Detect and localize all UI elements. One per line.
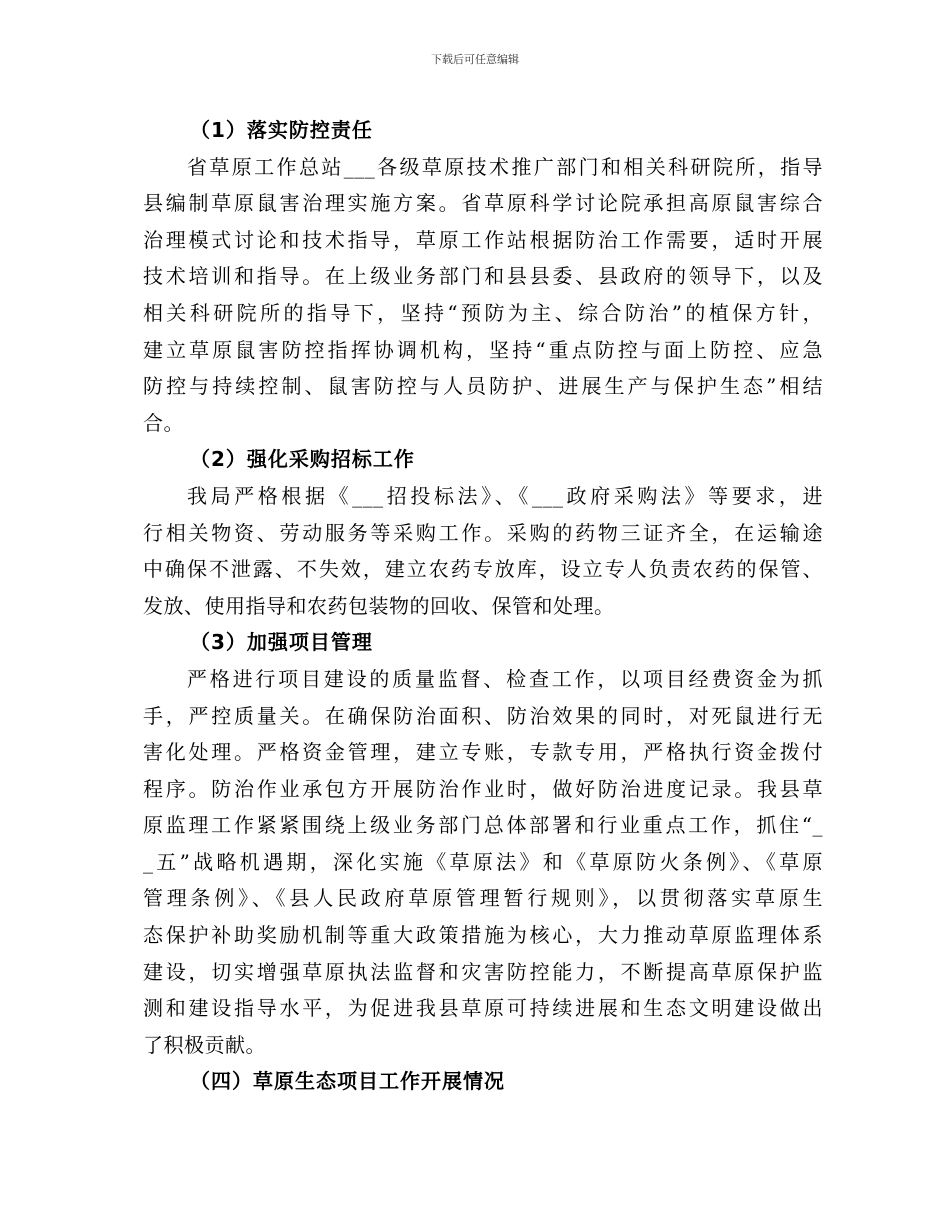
paragraph [143,149,823,442]
paragraph-line: 相关科研院所的指导下，坚持“预防为主、综合防治”的植保方针， [143,300,823,325]
paragraph-line: 态保护补助奖励机制等重大政策措施为核心，大力推动草原监理体系 [143,923,823,948]
paragraph-line: 治理模式讨论和技术指导，草原工作站根据防治工作需要，适时开展 [143,227,823,252]
paragraph-line: 发放、使用指导和农药包装物的回收、保管和处理。 [143,593,615,618]
paragraph-line: _五”战略机遇期，深化实施《草原法》和《草原防火条例》、《草原 [143,849,823,874]
paragraph-line: 测和建设指导水平，为促进我县草原可持续进展和生态文明建设做出 [143,996,823,1021]
page-header: 下载后可任意编辑 [431,53,519,66]
paragraph-line: 建立草原鼠害防控指挥协调机构，坚持“重点防控与面上防控、应急 [143,337,823,362]
paragraph [143,478,823,624]
section-heading: （1）落实防控责任 [190,118,373,142]
paragraph [143,661,823,1064]
paragraph-line: 管理条例》、《县人民政府草原管理暂行规则》，以贯彻落实草原生 [143,886,823,911]
paragraph-line: 严格进行项目建设的质量监督、检查工作，以项目经费资金为抓 [187,666,823,691]
paragraph-line: 程序。防治作业承包方开展防治作业时，做好防治进度记录。我县草 [143,776,823,801]
paragraph-line: 行相关物资、劳动服务等采购工作。采购的药物三证齐全，在运输途 [143,520,823,545]
paragraph-line: 害化处理。严格资金管理，建立专账，专款专用，严格执行资金拨付 [143,740,823,765]
section-heading: （2）强化采购招标工作 [190,447,415,472]
paragraph-line: 防控与持续控制、鼠害防控与人员防护、进展生产与保护生态”相结 [143,374,823,399]
paragraph-line: 了积极贡献。 [143,1032,266,1057]
section-heading: （四）草原生态项目工作开展情况 [190,1069,505,1094]
section-heading: （3）加强项目管理 [190,630,373,655]
paragraph-line: 县编制草原鼠害治理实施方案。省草原科学讨论院承担高原鼠害综合 [143,191,823,216]
paragraph-line: 我局严格根据《___招投标法》、《___政府采购法》等要求，进 [187,483,823,508]
paragraph-line: 技术培训和指导。在上级业务部门和县县委、县政府的领导下，以及 [143,264,823,289]
paragraph-line: 中确保不泄露、不失效，建立农药专放库，设立专人负责农药的保管、 [143,557,823,582]
paragraph-line: 省草原工作总站___各级草原技术推广部门和相关科研院所，指导 [187,154,823,179]
paragraph-line: 原监理工作紧紧围绕上级业务部门总体部署和行业重点工作，抓住“_ [143,813,823,838]
paragraph-line: 合。 [143,410,184,435]
paragraph-line: 建设，切实增强草原执法监督和灾害防控能力，不断提高草原保护监 [143,959,823,984]
paragraph-line: 手，严控质量关。在确保防治面积、防治效果的同时，对死鼠进行无 [143,703,823,728]
document-body [143,112,823,1100]
